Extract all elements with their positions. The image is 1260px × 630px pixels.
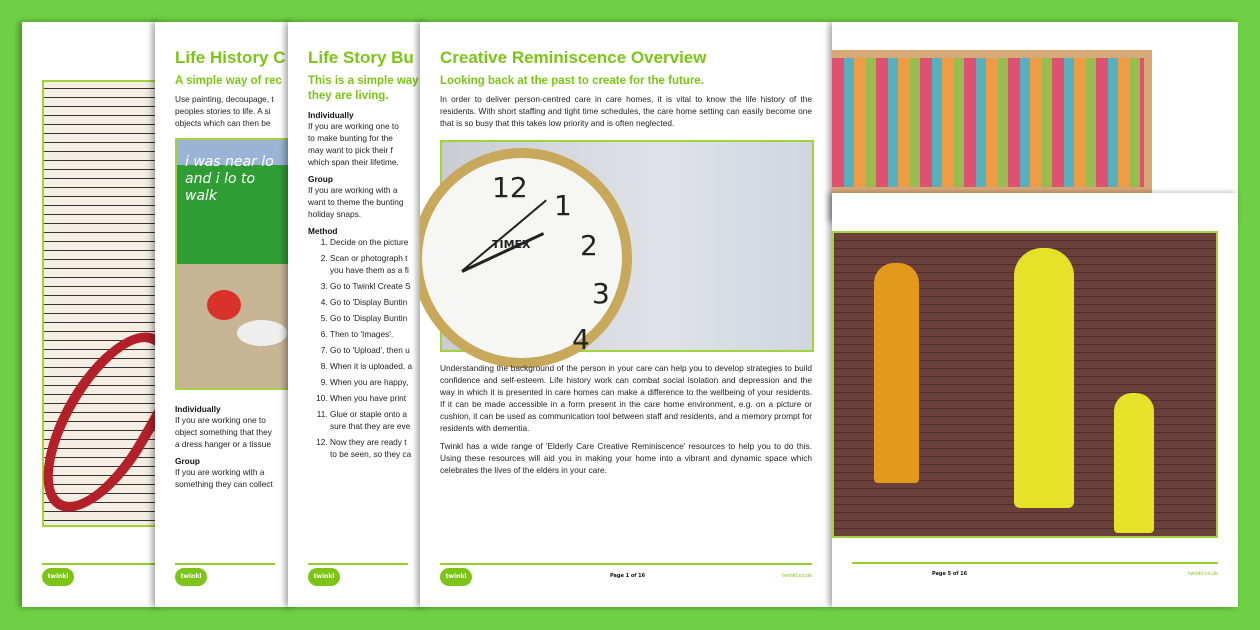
body-paragraph: Twinkl has a wide range of 'Elderly Care Creative Reminiscence' resources to help you to do this. Using these resources will aid you in making your home into a vibrant and dynamic space which celebrates the lives of the elders in your care.	[440, 441, 812, 475]
footer-line	[440, 563, 812, 565]
page-wall-silhouettes	[832, 193, 1238, 607]
postage-stamps-collage-photo	[832, 50, 1152, 195]
section-line: If you are working one to	[175, 415, 266, 425]
step-text: 10. When you have print	[330, 393, 407, 403]
section-line: to make bunting for the	[308, 133, 393, 143]
clock-number: 1	[554, 189, 572, 222]
page-number: Page 1 of 16	[610, 573, 646, 579]
twinkl-logo: twinkl	[175, 568, 207, 586]
painted-stones-photo	[175, 138, 295, 390]
section-line: holiday snaps.	[308, 209, 362, 219]
step-text: 12. Now they are ready t	[330, 437, 407, 447]
method-heading: Method	[308, 226, 338, 236]
page-life-history	[155, 22, 295, 607]
method-steps	[308, 236, 428, 460]
intro-line: objects which can then be	[175, 118, 271, 128]
twinkl-logo: twinkl	[42, 568, 74, 586]
step-text: 2. Scan or photograph t	[330, 253, 408, 263]
page-title: Creative Reminiscence Overview	[440, 48, 707, 67]
page-creative-reminiscence-overview	[420, 22, 832, 607]
step-text: to be seen, so they ca	[330, 449, 412, 459]
twinkl-logo: twinkl	[440, 568, 472, 586]
footer-line	[175, 563, 275, 565]
method-step	[330, 328, 428, 340]
clock-number: 12	[492, 171, 528, 204]
step-text: 1. Decide on the picture	[330, 237, 409, 247]
man-silhouette	[874, 263, 919, 483]
section-line: something they can collect	[175, 479, 273, 489]
method-step	[330, 312, 428, 324]
clock-brand: TIMEX	[492, 238, 531, 251]
step-text: 6. Then to 'Images'.	[330, 329, 394, 339]
section-line: a dress hanger or a tissue	[175, 439, 271, 449]
woman-silhouette	[1014, 248, 1074, 508]
painted-text: i was near lo and i lo to walk	[185, 154, 274, 204]
red-stone	[207, 290, 241, 320]
method-step	[330, 236, 428, 248]
method-step	[330, 436, 428, 460]
twinkl-logo: twinkl	[308, 568, 340, 586]
method-step	[330, 296, 428, 308]
method-step	[330, 408, 428, 432]
section-heading: Group	[308, 174, 333, 184]
page-sheet-music	[22, 22, 162, 607]
step-text: sure that they are eve	[330, 421, 411, 431]
step-text: you have them as a fi	[330, 265, 409, 275]
section-line: want to theme the bunting	[308, 197, 404, 207]
intro-paragraph: In order to deliver person-centred care in care homes, it is vital to know the life history of the residents. With short staffing and tight time schedules, the care home setting can easily become one that is so busy that this takes low priority and is often neglected.	[440, 94, 812, 128]
page-subtitle: Looking back at the past to create for the future.	[440, 75, 704, 87]
clock-number: 4	[572, 323, 590, 356]
section-heading: Individually	[175, 404, 221, 414]
page-subtitle: they are living.	[308, 90, 389, 102]
section-line: If you are working one to	[308, 121, 399, 131]
page-stamps	[832, 22, 1238, 222]
page-title: Life Story Bu	[308, 48, 414, 67]
method-step	[330, 344, 428, 356]
child-silhouette	[1114, 393, 1154, 533]
section-line: If you are working with a	[175, 467, 265, 477]
step-text: 8. When it is uploaded, a	[330, 361, 413, 371]
section-heading: Individually	[308, 110, 354, 120]
method-step	[330, 376, 428, 388]
page-subtitle: A simple way of rec	[175, 75, 282, 87]
white-stone	[237, 320, 287, 346]
method-step	[330, 392, 428, 404]
page-subtitle: This is a simple way	[308, 75, 419, 87]
section-line: may want to pick their f	[308, 145, 393, 155]
site-url[interactable]: twinkl.co.uk	[782, 573, 812, 579]
method-step	[330, 252, 428, 276]
alarm-clock-photo	[440, 140, 814, 356]
section-heading: Group	[175, 456, 200, 466]
clock-number: 3	[592, 277, 610, 310]
page-life-story-bunting	[288, 22, 428, 607]
clock-face	[420, 148, 632, 368]
section-line: If you are working with a	[308, 185, 398, 195]
body-paragraph: Understanding the background of the person in your care can help you to develop strategies to build confidence and self-esteem. Life history work can combat social isolation and depression and the way in which it is presented in care homes can make a difference to the wellbeing of your residents. If it can be made accessible in a form present in the care home environment, e.g. on a picture or cushion, it can be used as communication tool between staff and residents, and a memory prompt for residents with dementia.	[440, 363, 812, 433]
section-line: which span their lifetime.	[308, 157, 399, 167]
wall-silhouettes-photo	[832, 231, 1218, 538]
method-step	[330, 280, 428, 292]
footer-line	[308, 563, 408, 565]
site-url[interactable]: twinkl.co.uk	[1188, 571, 1218, 577]
page-title: Life History C	[175, 48, 286, 67]
step-text: 4. Go to 'Display Buntin	[330, 297, 408, 307]
footer-line	[42, 563, 162, 565]
section-line: object something that they	[175, 427, 272, 437]
step-text: 3. Go to Twinkl Create S	[330, 281, 411, 291]
step-text: 11. Glue or staple onto a	[330, 409, 408, 419]
clock-number: 2	[580, 229, 598, 262]
page-number: Page 5 of 16	[932, 571, 968, 577]
step-text: 9. When you are happy,	[330, 377, 409, 387]
step-text: 7. Go to 'Upload', then u	[330, 345, 410, 355]
step-text: 5. Go to 'Display Buntin	[330, 313, 408, 323]
intro-line: peoples stories to life. A si	[175, 106, 271, 116]
intro-line: Use painting, decoupage, t	[175, 94, 274, 104]
method-step	[330, 360, 428, 372]
footer-line	[852, 562, 1218, 564]
